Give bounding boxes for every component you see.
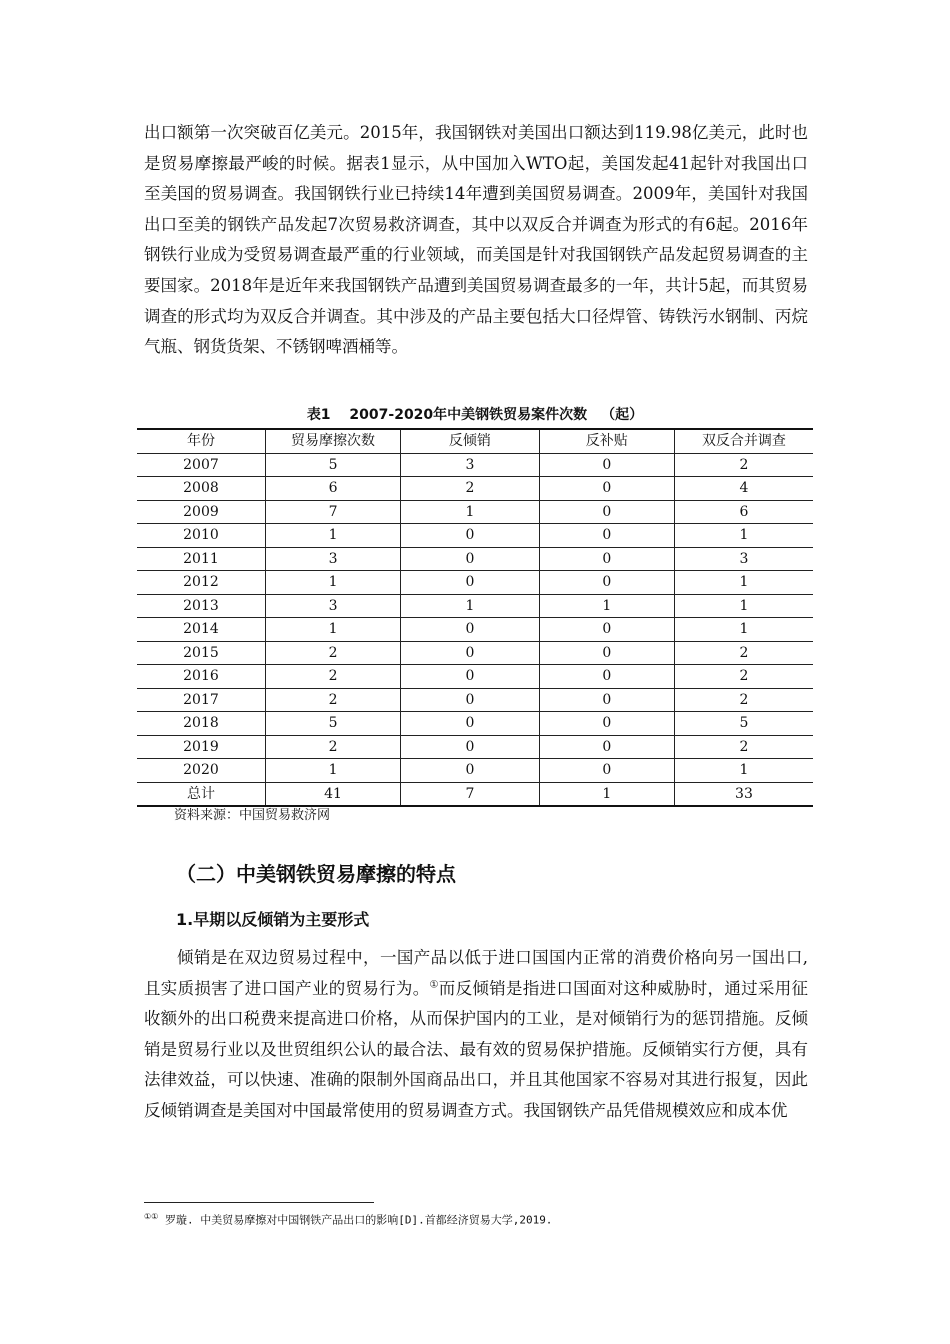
cell-antidumping: 0 <box>401 618 540 642</box>
table-caption <box>137 404 813 426</box>
cell-combined: 1 <box>674 571 813 595</box>
table-row <box>137 500 813 524</box>
cell-total-frictions: 1 <box>265 524 400 548</box>
table-row <box>137 782 813 806</box>
sub-heading: 1.早期以反倾销为主要形式 <box>176 910 370 929</box>
table-header-row <box>137 429 813 453</box>
footnote-marker: ①① <box>144 1212 159 1221</box>
cell-combined: 1 <box>674 594 813 618</box>
cell-countervailing: 0 <box>539 665 674 689</box>
table-caption-unit: （起） <box>601 407 644 423</box>
header-year: 年份 <box>137 429 265 453</box>
header-combined: 双反合并调查 <box>674 429 813 453</box>
header-antidumping: 反倾销 <box>401 429 540 453</box>
cell-total-frictions: 3 <box>265 547 400 571</box>
trade-cases-table <box>137 428 813 807</box>
cell-combined: 2 <box>674 665 813 689</box>
cell-countervailing: 0 <box>539 477 674 501</box>
cell-antidumping: 0 <box>401 665 540 689</box>
cell-combined: 33 <box>674 782 813 806</box>
cell-countervailing: 0 <box>539 688 674 712</box>
cell-combined: 6 <box>674 500 813 524</box>
cell-total-frictions: 6 <box>265 477 400 501</box>
cell-countervailing: 0 <box>539 712 674 736</box>
cell-total-frictions: 3 <box>265 594 400 618</box>
cell-total-frictions: 7 <box>265 500 400 524</box>
cell-antidumping: 0 <box>401 735 540 759</box>
table-row <box>137 524 813 548</box>
cell-year: 2018 <box>137 712 265 736</box>
table-row <box>137 547 813 571</box>
cell-year: 2010 <box>137 524 265 548</box>
header-countervailing: 反补贴 <box>539 429 674 453</box>
table-row <box>137 594 813 618</box>
cell-year: 2009 <box>137 500 265 524</box>
cell-antidumping: 0 <box>401 641 540 665</box>
cell-year: 2017 <box>137 688 265 712</box>
table-row <box>137 571 813 595</box>
table-row <box>137 712 813 736</box>
table-row <box>137 618 813 642</box>
cell-countervailing: 1 <box>539 782 674 806</box>
cell-combined: 2 <box>674 735 813 759</box>
cell-countervailing: 0 <box>539 571 674 595</box>
body-paragraph-1: 出口额第一次突破百亿美元。2015年，我国钢铁对美国出口额达到119.98亿美元，此时也是贸易摩擦最严峻的时候。据表1显示，从中国加入WTO起，美国发起41起针对我国出口至美国的贸易调查。我国钢铁行业已持续14年遭到美国贸易调查。2009年，美国针对我国出口至美的钢铁产品发起7次贸易救济调查，其中以双反合并调查为形式的有6起。2016年钢铁行业成为受贸易调查最严重的行业领域，而美国是针对我国钢铁产品发起贸易调查的主要国家。2018年是近年来我国钢铁产品遭到美国贸易调查最多的一年，共计5起，而其贸易调查的形式均为双反合并调查。其中涉及的产品主要包括大口径焊管、铸铁污水钢制、丙烷气瓶、钢货货架、不锈钢啤酒桶等。 <box>144 123 808 357</box>
footnote-divider <box>144 1202 374 1203</box>
cell-countervailing: 0 <box>539 547 674 571</box>
cell-antidumping: 1 <box>401 594 540 618</box>
cell-total-frictions: 5 <box>265 453 400 477</box>
cell-countervailing: 0 <box>539 759 674 783</box>
table-source: 资料来源：中国贸易救济网 <box>174 808 331 823</box>
cell-countervailing: 0 <box>539 618 674 642</box>
cell-combined: 2 <box>674 688 813 712</box>
table-row <box>137 453 813 477</box>
cell-total-frictions: 5 <box>265 712 400 736</box>
paragraph2-text-b: 而反倾销是指进口国面对这种威胁时，通过采用征收额外的出口税费来提高进口价格，从而保护国内的工业，是对倾销行为的惩罚措施。反倾销是贸易行业以及世贸组织公认的最合法、最有效的贸易保护措施。反倾销实行方便，具有法律效益，可以快速、准确的限制外国商品出口，并且其他国家不容易对其进行报复，因此反倾销调查是美国对中国最常使用的贸易调查方式。我国钢铁产品凭借规模效应和成本优 <box>144 978 809 1120</box>
cell-total-frictions: 2 <box>265 735 400 759</box>
cell-antidumping: 0 <box>401 524 540 548</box>
cell-combined: 1 <box>674 524 813 548</box>
table-row <box>137 759 813 783</box>
cell-year: 2013 <box>137 594 265 618</box>
footnote <box>144 1208 808 1230</box>
cell-combined: 2 <box>674 453 813 477</box>
cell-antidumping: 2 <box>401 477 540 501</box>
cell-year: 总计 <box>137 782 265 806</box>
footnote-reference[interactable]: ① <box>429 979 439 991</box>
cell-countervailing: 0 <box>539 500 674 524</box>
cell-antidumping: 0 <box>401 547 540 571</box>
cell-total-frictions: 1 <box>265 618 400 642</box>
cell-countervailing: 0 <box>539 524 674 548</box>
table-row <box>137 735 813 759</box>
cell-antidumping: 0 <box>401 571 540 595</box>
cell-total-frictions: 41 <box>265 782 400 806</box>
cell-combined: 3 <box>674 547 813 571</box>
cell-year: 2011 <box>137 547 265 571</box>
cell-total-frictions: 2 <box>265 641 400 665</box>
footnote-text: 罗璇. 中美贸易摩擦对中国钢铁产品出口的影响[D].首都经济贸易大学,2019. <box>158 1213 553 1227</box>
table-row <box>137 665 813 689</box>
cell-total-frictions: 1 <box>265 759 400 783</box>
cell-year: 2020 <box>137 759 265 783</box>
body-paragraph-2 <box>144 943 808 1127</box>
cell-antidumping: 3 <box>401 453 540 477</box>
header-total-frictions: 贸易摩擦次数 <box>265 429 400 453</box>
cell-antidumping: 7 <box>401 782 540 806</box>
cell-countervailing: 0 <box>539 641 674 665</box>
cell-antidumping: 0 <box>401 712 540 736</box>
cell-year: 2008 <box>137 477 265 501</box>
table-caption-title: 表1 2007-2020年中美钢铁贸易案件次数 <box>306 407 588 423</box>
cell-antidumping: 0 <box>401 759 540 783</box>
cell-combined: 4 <box>674 477 813 501</box>
cell-total-frictions: 1 <box>265 571 400 595</box>
cell-countervailing: 0 <box>539 453 674 477</box>
cell-combined: 5 <box>674 712 813 736</box>
cell-combined: 1 <box>674 618 813 642</box>
cell-total-frictions: 2 <box>265 688 400 712</box>
cell-combined: 2 <box>674 641 813 665</box>
cell-countervailing: 1 <box>539 594 674 618</box>
table-row <box>137 688 813 712</box>
cell-year: 2007 <box>137 453 265 477</box>
cell-antidumping: 1 <box>401 500 540 524</box>
cell-year: 2019 <box>137 735 265 759</box>
cell-year: 2014 <box>137 618 265 642</box>
cell-countervailing: 0 <box>539 735 674 759</box>
cell-total-frictions: 2 <box>265 665 400 689</box>
section-heading: （二）中美钢铁贸易摩擦的特点 <box>176 862 456 886</box>
cell-combined: 1 <box>674 759 813 783</box>
paragraph2-text-a: 倾销是在双边贸易过程中，一国产品以低于进口国国内正常的消费价格向另一国出口,且实质损害了进口国产业的贸易行为。 <box>144 948 808 998</box>
cell-year: 2012 <box>137 571 265 595</box>
cell-year: 2015 <box>137 641 265 665</box>
table-row <box>137 477 813 501</box>
cell-year: 2016 <box>137 665 265 689</box>
cell-antidumping: 0 <box>401 688 540 712</box>
table-row <box>137 641 813 665</box>
table-body <box>137 453 813 806</box>
